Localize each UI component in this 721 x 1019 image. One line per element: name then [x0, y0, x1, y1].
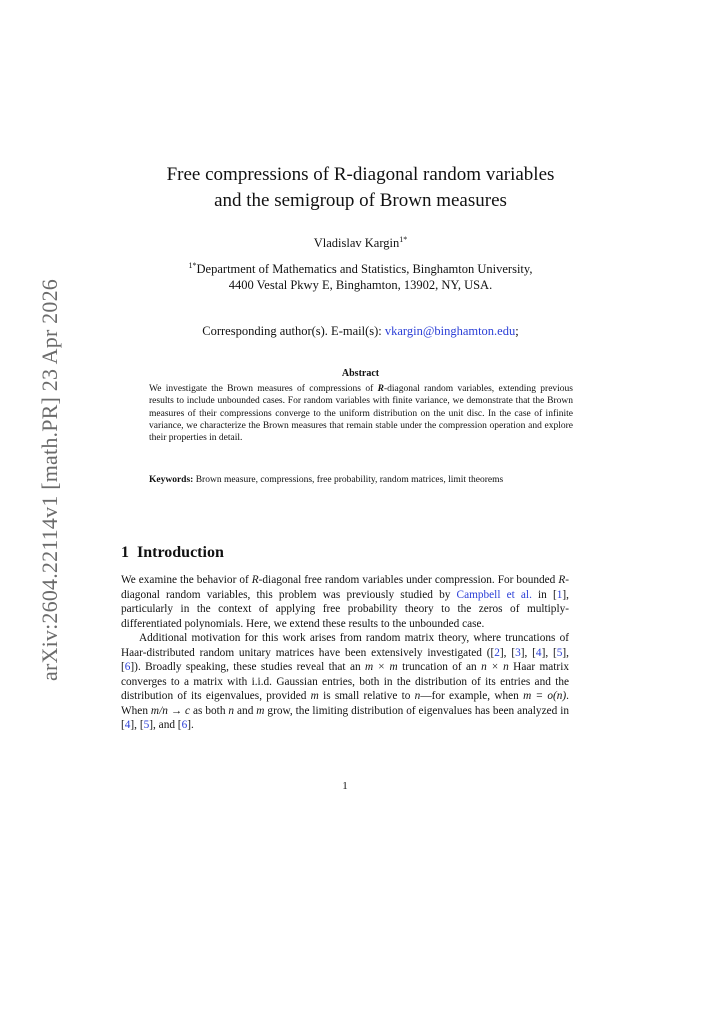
text-run: ], [: [130, 719, 144, 731]
math-expression: m = o(n): [523, 690, 567, 702]
keywords-label: Keywords:: [149, 475, 194, 485]
text-run: as both: [190, 704, 229, 717]
abstract-text-part: We investigate the Brown measures of compressions of: [149, 384, 378, 394]
math-expression: n: [414, 690, 421, 702]
text-run: ].: [187, 719, 194, 731]
text-run: ]). Broadly speaking, these studies reveal that an: [130, 661, 365, 673]
math-r: R: [251, 574, 259, 586]
author-marker: 1*: [399, 234, 408, 244]
section-number: 1: [121, 544, 129, 561]
citation-link[interactable]: 5: [556, 646, 563, 659]
section-title: Introduction: [137, 544, 224, 561]
title-line-1: Free compressions of R-diagonal random variables: [166, 164, 555, 185]
text-run: ], and [: [149, 719, 182, 731]
paragraph-1: [121, 573, 569, 631]
math-r: R: [558, 574, 566, 586]
text-run: in [: [531, 588, 557, 601]
corresponding-prefix: Corresponding author(s). E-mail(s):: [202, 324, 385, 338]
affiliation-line-1: Department of Mathematics and Statistics, Binghamton University,: [196, 262, 533, 276]
citation-link[interactable]: 3: [515, 646, 521, 659]
text-run: grow, the limiting distribution of eigenvalues has been analyzed in [: [121, 704, 569, 731]
text-run: and: [234, 704, 257, 717]
corresponding-author: [0, 324, 721, 339]
corresponding-suffix: ;: [515, 324, 519, 338]
text-run: Haar matrix converges to a matrix with i.i.d. Gaussian entries, both in the distribution of its entries and the distribution of its eigenvalues, provided: [121, 661, 569, 702]
author-name: Vladislav Kargin: [313, 236, 400, 250]
citation-link[interactable]: 6: [124, 661, 131, 673]
citation-author-link[interactable]: Campbell et al.: [456, 588, 532, 601]
text-run: ], [: [499, 646, 516, 659]
text-run: ], particularly in the context of applying free probability theory to the zeros of multiply-differentiated polynomials. Here, we extend these results to the unbounded case.: [121, 588, 569, 630]
text-run: ], [: [520, 646, 536, 659]
text-run: ], [: [121, 646, 569, 673]
paragraph-2: [121, 631, 569, 733]
keywords-text: Brown measure, compressions, free probability, random matrices, limit theorems: [193, 475, 504, 485]
text-run: -diagonal random variables, this problem was previously studied by: [121, 574, 569, 601]
text-run: We examine the behavior of: [121, 574, 252, 586]
math-expression: n: [228, 704, 235, 717]
text-run: -diagonal free random variables under compression. For bounded: [258, 574, 559, 586]
math-expression: m: [256, 704, 265, 717]
citation-link[interactable]: 1: [556, 588, 563, 601]
text-run: . When: [121, 690, 569, 717]
math-expression: m: [310, 690, 319, 702]
text-run: Additional motivation for this work arises from random matrix theory, where truncations of Haar-distributed random unitary matrices have been extensively investigated ([: [121, 632, 569, 659]
citation-link[interactable]: 5: [143, 719, 150, 731]
citation-link[interactable]: 2: [494, 646, 500, 659]
citation-link[interactable]: 4: [535, 646, 542, 659]
text-run: —for example, when: [420, 690, 524, 702]
section-heading: [121, 544, 224, 562]
math-expression: m/n → c: [150, 704, 191, 717]
affiliation: [0, 261, 721, 293]
arxiv-identifier: arXiv:2604.22114v1 [math.PR] 23 Apr 2026: [37, 279, 62, 681]
math-expression: m × m: [364, 661, 398, 673]
abstract-text: [149, 383, 573, 444]
paper-title: [0, 162, 721, 214]
abstract-heading: Abstract: [341, 368, 380, 379]
citation-link[interactable]: 4: [124, 719, 131, 731]
abstract-text-part: -diagonal random variables, extending previous results to include unbounded cases. For random variables with finite variance, we demonstrate that the Brown measures of their compressions converge to the uniform distribution on the unit disc. In the case of infinite variance, we characterize the Brown measures that remain stable under the compression operation and explore their properties in detail.: [149, 384, 573, 444]
title-line-2: and the semigroup of Brown measures: [214, 190, 507, 211]
math-r: R: [377, 384, 384, 394]
page-number: 1: [342, 780, 348, 792]
section-body: [121, 573, 569, 733]
text-run: truncation of an: [397, 661, 482, 673]
affiliation-marker: 1*: [188, 260, 197, 270]
text-run: is small relative to: [318, 690, 415, 702]
math-expression: n × n: [481, 661, 509, 673]
author: [0, 236, 721, 251]
keywords: [149, 474, 573, 486]
citation-link[interactable]: 6: [181, 719, 188, 731]
affiliation-line-2: 4400 Vestal Pkwy E, Binghamton, 13902, NY, USA.: [228, 278, 493, 292]
text-run: ], [: [541, 646, 557, 659]
author-email-link[interactable]: vkargin@binghamton.edu: [384, 324, 516, 338]
